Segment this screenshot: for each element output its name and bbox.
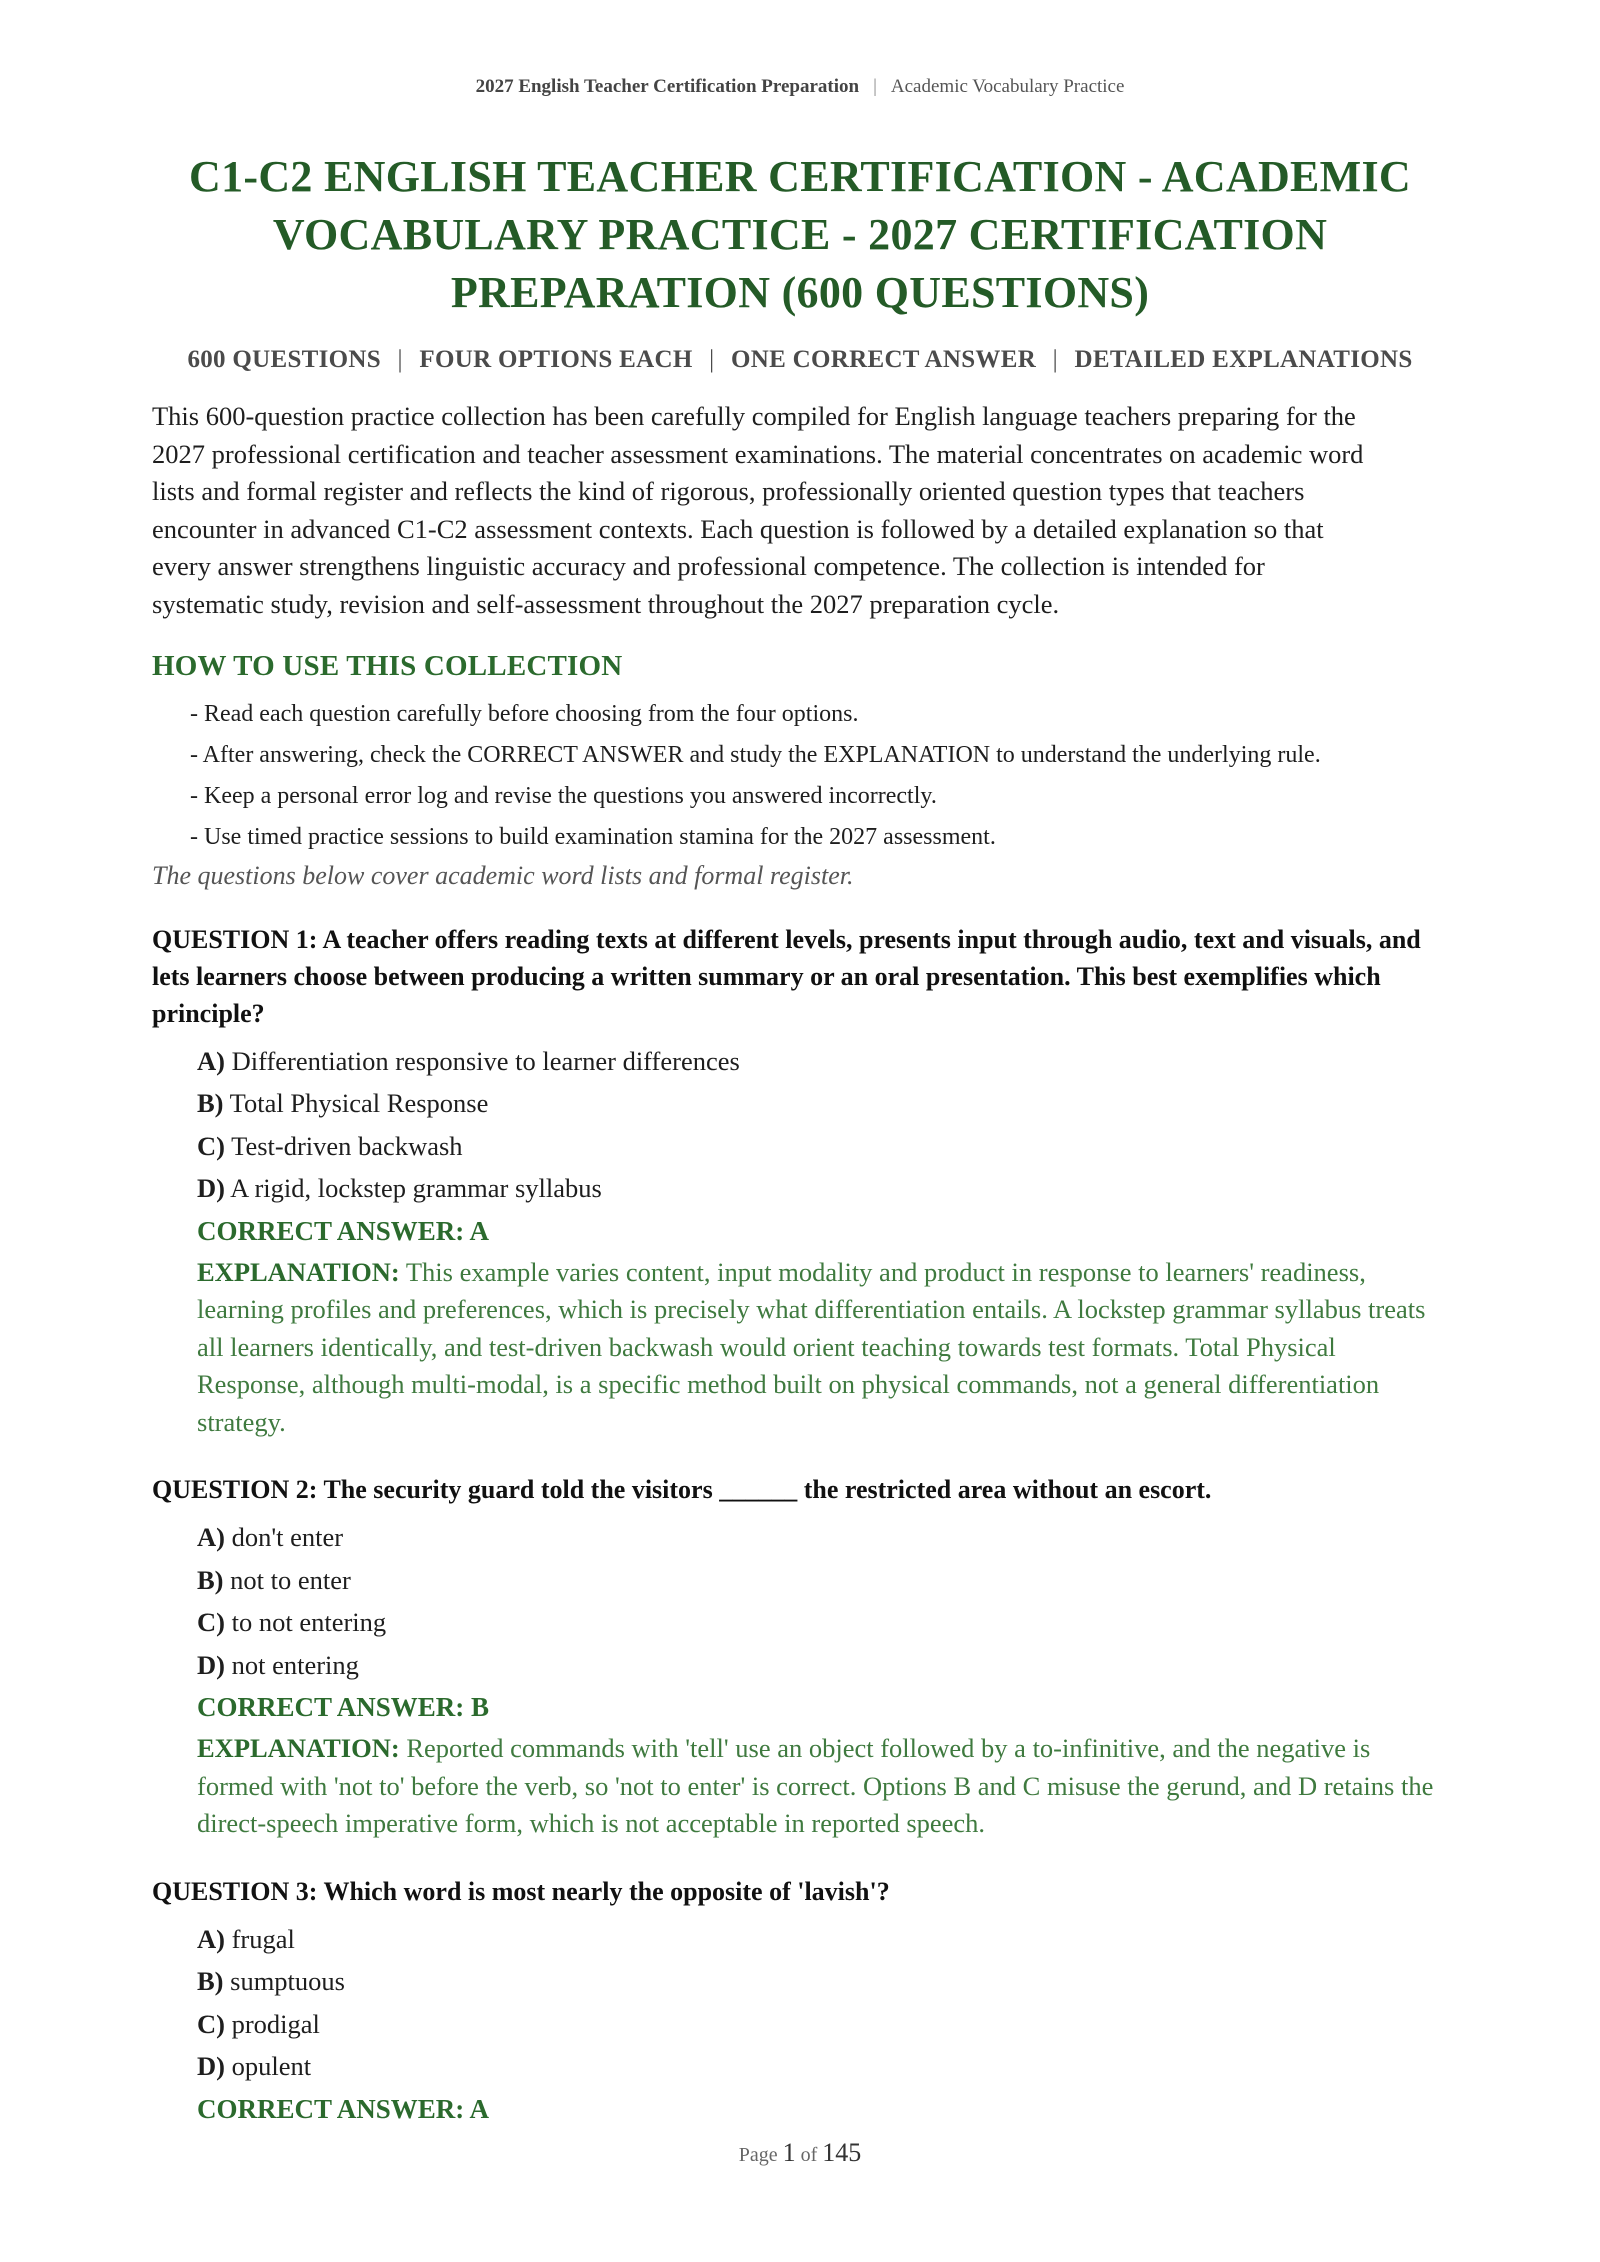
option-text: don't enter xyxy=(231,1522,344,1552)
how-to-list xyxy=(152,697,1448,855)
option-item xyxy=(197,1167,1448,1210)
correct-answer: CORRECT ANSWER: A xyxy=(197,2093,490,2124)
option-item xyxy=(197,1082,1448,1125)
option-list xyxy=(152,1918,1448,2088)
of-word: of xyxy=(800,2144,818,2166)
option-letter: D) xyxy=(197,2051,225,2081)
option-text: A rigid, lockstep grammar syllabus xyxy=(230,1173,602,1203)
option-letter: A) xyxy=(197,1522,225,1552)
option-item xyxy=(197,1559,1448,1602)
explanation xyxy=(197,1254,1448,1442)
document-subtitle xyxy=(152,346,1448,374)
question-text: QUESTION 3: Which word is most nearly the opposite of 'lavish'? xyxy=(152,1876,890,1906)
option-text: Differentiation responsive to learner differences xyxy=(231,1045,740,1076)
total-pages: 145 xyxy=(822,2138,862,2167)
option-text: prodigal xyxy=(231,2008,320,2039)
current-page-number: 1 xyxy=(782,2138,796,2167)
title-line: VOCABULARY PRACTICE - 2027 CERTIFICATION xyxy=(272,210,1328,259)
option-text: Test-driven backwash xyxy=(231,1130,463,1161)
option-letter: D) xyxy=(197,1173,225,1203)
intro-line: 2027 professional certification and teacher assessment examinations. The material concentrates on academic word xyxy=(152,438,1364,469)
explanation xyxy=(197,1730,1448,1843)
question-block xyxy=(152,1471,1448,1843)
question-text: QUESTION 2: The security guard told the visitors ______ the restricted area without an escort. xyxy=(152,1475,1212,1504)
how-to-item: - Keep a personal error log and revise the questions you answered incorrectly. xyxy=(190,782,937,809)
option-item xyxy=(197,1040,1448,1083)
option-list xyxy=(152,1516,1448,1686)
intro-line: encounter in advanced C1-C2 assessment contexts. Each question is followed by a detailed explanation so that xyxy=(152,513,1324,544)
header-title: 2027 English Teacher Certification Preparation xyxy=(475,76,860,97)
option-item xyxy=(197,1918,1448,1961)
option-item xyxy=(197,2045,1448,2088)
correct-answer: CORRECT ANSWER: A xyxy=(197,1215,490,1246)
document-title xyxy=(152,148,1448,322)
option-text: sumptuous xyxy=(230,1966,345,1996)
how-to-item: - After answering, check the CORRECT ANSWER and study the EXPLANATION to understand the underlying rule. xyxy=(190,741,1321,768)
option-item xyxy=(197,1601,1448,1644)
intro-paragraph xyxy=(152,398,1448,623)
explanation-label: EXPLANATION: xyxy=(197,1733,400,1763)
question-block xyxy=(152,921,1448,1442)
option-letter: C) xyxy=(197,1130,225,1161)
correct-answer: CORRECT ANSWER: B xyxy=(197,1692,490,1722)
question-text: QUESTION 1: A teacher offers reading texts at different levels, presents input through audio, text and visuals, and lets learners choose between producing a written summary or an oral presentation. This best exemplifies which principle? xyxy=(152,924,1421,1028)
explanation-text: Reported commands with 'tell' use an object followed by a to-infinitive, and the negative is formed with 'not to' before the verb, so 'not to enter' is correct. Options B and C misuse the gerund, and D retains the direct-speech imperative form, which is not acceptable in reported speech. xyxy=(197,1733,1434,1838)
header-subtitle: Academic Vocabulary Practice xyxy=(890,76,1125,97)
option-letter: B) xyxy=(197,1564,224,1595)
option-text: frugal xyxy=(231,1923,295,1954)
option-text: opulent xyxy=(231,2051,312,2081)
page-word: Page xyxy=(738,2144,778,2166)
option-list xyxy=(152,1040,1448,1210)
option-text: to not entering xyxy=(231,1607,387,1637)
option-letter: C) xyxy=(197,1607,225,1637)
title-line: C1-C2 ENGLISH TEACHER CERTIFICATION - ACADEMIC xyxy=(189,152,1411,201)
subtitle-item: 600 QUESTIONS xyxy=(187,346,381,373)
subtitle-separator: | xyxy=(1052,346,1058,373)
running-header xyxy=(152,0,1448,98)
option-letter: A) xyxy=(197,1045,225,1076)
option-item xyxy=(197,1125,1448,1168)
how-to-heading: HOW TO USE THIS COLLECTION xyxy=(152,649,623,682)
subtitle-item: DETAILED EXPLANATIONS xyxy=(1074,346,1413,373)
explanation-label: EXPLANATION: xyxy=(197,1256,400,1287)
option-item xyxy=(197,1644,1448,1687)
collection-note: The questions below cover academic word lists and formal register. xyxy=(152,860,854,890)
intro-line: This 600-question practice collection has been carefully compiled for English language teachers preparing for the xyxy=(152,401,1356,431)
explanation-text: This example varies content, input modality and product in response to learners' readiness, learning profiles and preferences, which is precisely what differentiation entails. A lockstep grammar syllabus treats all learners identically, and test-driven backwash would orient teaching towards test formats. Total Physical Response, although multi-modal, is a specific method built on physical commands, not a general differentiation strategy. xyxy=(197,1256,1426,1437)
question-block xyxy=(152,1873,1448,2130)
option-letter: A) xyxy=(197,1923,225,1954)
option-text: Total Physical Response xyxy=(229,1088,489,1118)
option-letter: B) xyxy=(197,1966,224,1996)
subtitle-item: ONE CORRECT ANSWER xyxy=(731,346,1037,373)
subtitle-separator: | xyxy=(397,346,403,373)
page-footer xyxy=(0,2138,1600,2168)
option-item xyxy=(197,1516,1448,1559)
subtitle-item: FOUR OPTIONS EACH xyxy=(419,346,693,373)
title-line: PREPARATION (600 QUESTIONS) xyxy=(450,268,1150,317)
option-text: not entering xyxy=(231,1649,359,1680)
option-letter: D) xyxy=(197,1649,225,1680)
option-item xyxy=(197,1960,1448,2003)
subtitle-separator: | xyxy=(709,346,715,373)
header-separator: | xyxy=(873,76,877,97)
option-letter: B) xyxy=(197,1088,224,1118)
intro-line: every answer strengthens linguistic accuracy and professional competence. The collection is intended for xyxy=(152,551,1265,581)
intro-line: lists and formal register and reflects the kind of rigorous, professionally oriented question types that teachers xyxy=(152,476,1305,506)
how-to-item: - Read each question carefully before choosing from the four options. xyxy=(190,700,859,727)
option-text: not to enter xyxy=(230,1564,351,1595)
how-to-item: - Use timed practice sessions to build examination stamina for the 2027 assessment. xyxy=(190,823,996,850)
option-item xyxy=(197,2003,1448,2046)
option-letter: C) xyxy=(197,2008,225,2039)
intro-line: systematic study, revision and self-assessment throughout the 2027 preparation cycle. xyxy=(152,588,1060,619)
